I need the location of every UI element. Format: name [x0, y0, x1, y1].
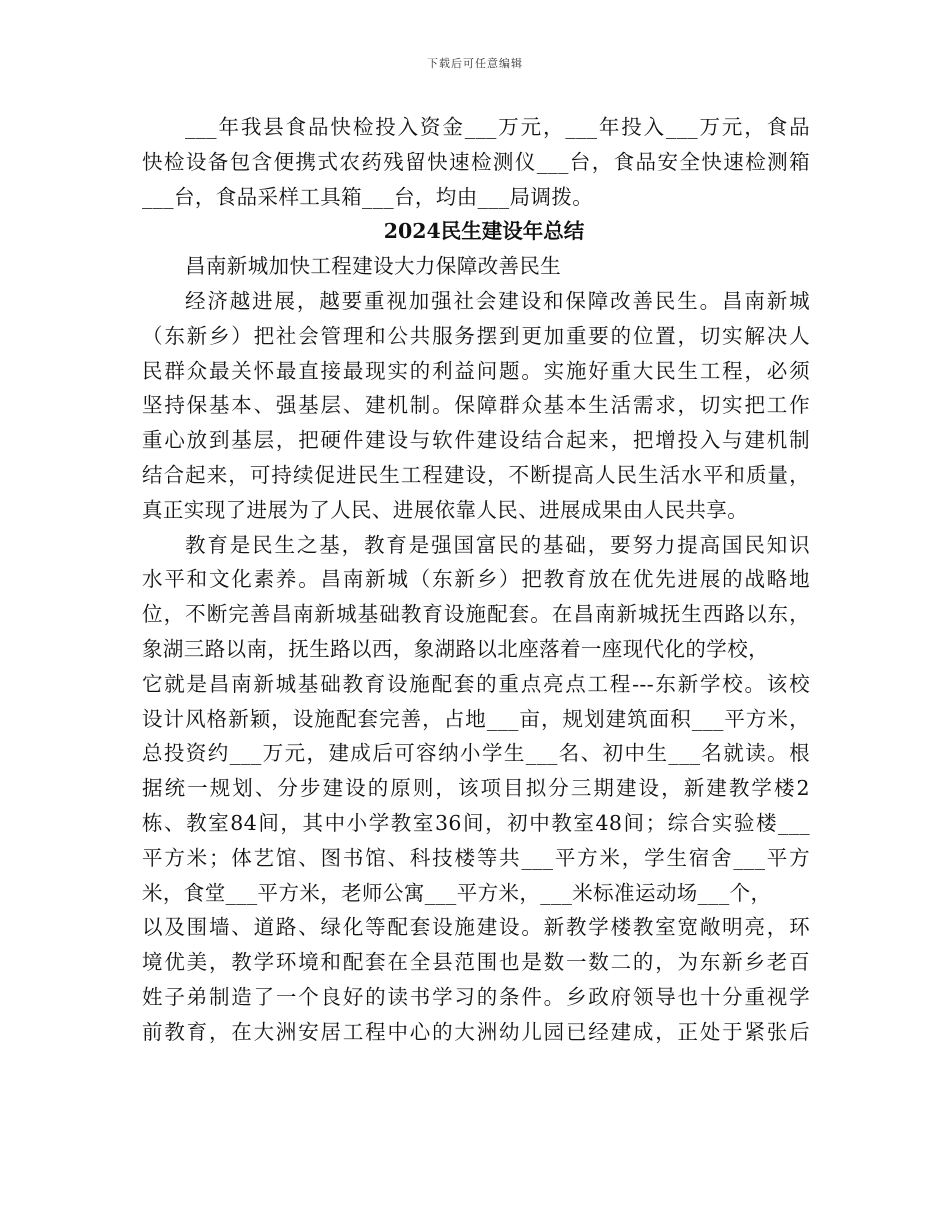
text-line: 水平和文化素养。昌南新城（东新乡）把教育放在优先进展的战略地: [142, 567, 810, 592]
text-line: 它就是昌南新城基础教育设施配套的重点亮点工程---东新学校。该校: [142, 671, 810, 696]
paragraph-education: [142, 528, 810, 1050]
text-line: 坚持保基本、强基层、建机制。保障群众基本生活需求，切实把工作: [142, 393, 810, 418]
intro-paragraph: [142, 110, 810, 214]
paragraph-livelihood: [142, 284, 810, 528]
text-line: 前教育，在大洲安居工程中心的大洲幼儿园已经建成，正处于紧张后: [142, 1019, 810, 1044]
text-line: 结合起来，可持续促进民生工程建设，不断提高人民生活水平和质量，: [142, 462, 810, 487]
text-line: 象湖三路以南，抚生路以西，象湖路以北座落着一座现代化的学校，: [142, 636, 769, 661]
text-line: 据统一规划、分步建设的原则，该项目拟分三期建设，新建教学楼2: [142, 776, 810, 801]
text-line: 以及围墙、道路、绿化等配套设施建设。新教学楼教室宽敞明亮，环: [142, 915, 810, 940]
text-line: 快检设备包含便携式农药残留快速检测仪___台，食品安全快速检测箱: [142, 149, 810, 174]
text-line: 米，食堂___平方米，老师公寓___平方米，___米标准运动场___个，: [142, 880, 772, 905]
text-line: 重心放到基层，把硬件建设与软件建设结合起来，把增投入与建机制: [142, 428, 810, 453]
text-line: （东新乡）把社会管理和公共服务摆到更加重要的位置，切实解决人: [142, 323, 810, 348]
document-subtitle: 昌南新城加快工程建设大力保障改善民生: [185, 254, 562, 279]
text-line: 栋、教室84间，其中小学教室36间，初中教室48间；综合实验楼___: [142, 810, 810, 835]
page-header: 下载后可任意编辑: [427, 57, 523, 70]
text-line: 平方米；体艺馆、图书馆、科技楼等共___平方米，学生宿舍___平方: [142, 845, 810, 870]
document-body: [142, 110, 810, 1050]
text-line: 教育是民生之基，教育是强国富民的基础，要努力提高国民知识: [185, 532, 810, 557]
text-line: 总投资约___万元，建成后可容纳小学生___名、初中生___名就读。根: [142, 741, 810, 766]
text-line: 民群众最关怀最直接最现实的利益问题。实施好重大民生工程，必须: [142, 358, 810, 383]
text-line: 经济越进展，越要重视加强社会建设和保障改善民生。昌南新城: [185, 288, 810, 313]
text-line: 位，不断完善昌南新城基础教育设施配套。在昌南新城抚生西路以东，: [142, 602, 810, 627]
text-line: ___台，食品采样工具箱___台，均由___局调拨。: [142, 184, 594, 209]
text-line: ___年我县食品快检投入资金___万元，___年投入___万元，食品: [185, 115, 810, 139]
document-title: 2024民生建设年总结: [383, 219, 585, 244]
text-line: 设计风格新颖，设施配套完善，占地___亩，规划建筑面积___平方米，: [142, 706, 810, 731]
text-line: 真正实现了进展为了人民、进展依靠人民、进展成果由人民共享。: [142, 497, 749, 522]
text-line: 姓子弟制造了一个良好的读书学习的条件。乡政府领导也十分重视学: [142, 984, 810, 1009]
text-line: 境优美，教学环境和配套在全县范围也是数一数二的，为东新乡老百: [142, 950, 810, 975]
